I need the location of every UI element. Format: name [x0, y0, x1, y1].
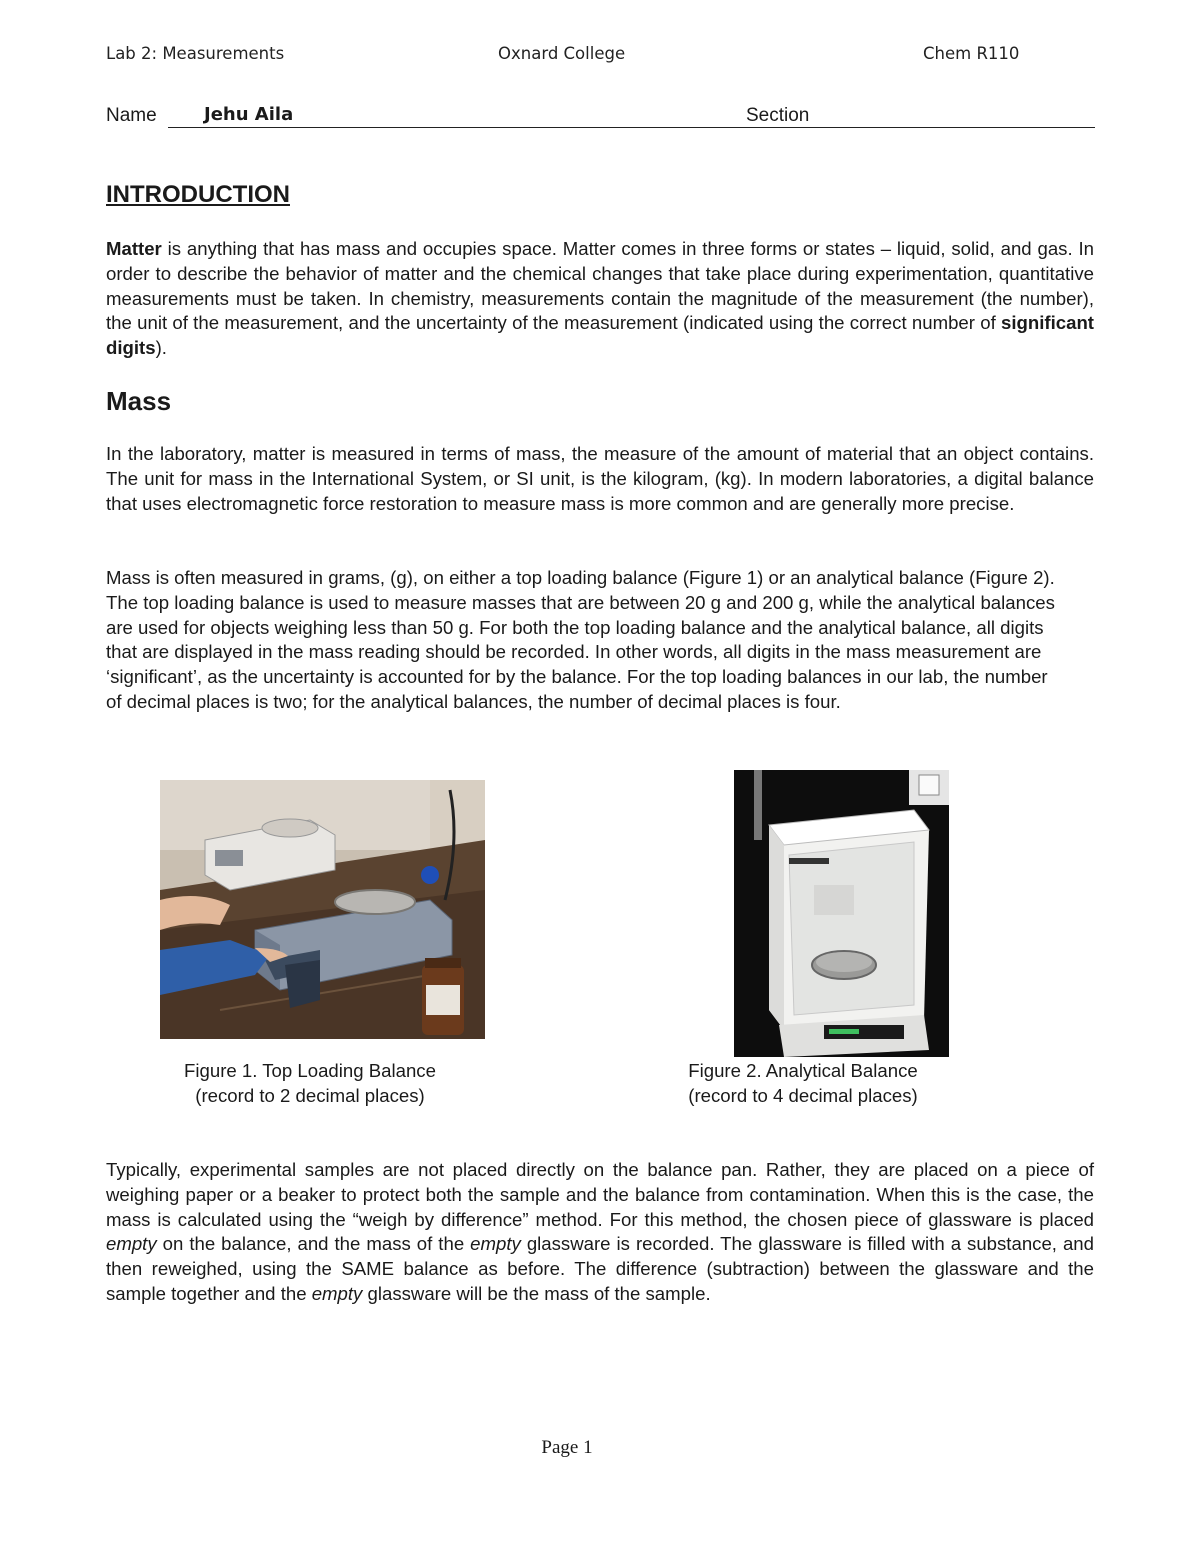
p4-text-b: on the balance, and the mass of the: [156, 1233, 471, 1255]
top-loading-balance-illustration: [160, 780, 485, 1039]
p4-empty-3: empty: [311, 1282, 363, 1304]
header-course: Chem R110: [923, 44, 1020, 63]
p4-empty-1: empty: [106, 1233, 157, 1255]
matter-term: Matter: [106, 238, 162, 259]
figure-2-caption-title: Figure 2. Analytical Balance: [688, 1060, 918, 1081]
introduction-heading: INTRODUCTION: [106, 181, 290, 208]
mass-heading: Mass: [106, 386, 172, 416]
weigh-by-difference-paragraph: [106, 1158, 1094, 1307]
intro-text: is anything that has mass and occupies space. Matter comes in three forms or states – liquid, solid, and gas. In order to describe the behavior of matter and the chemical changes that take place during experimentation, quantitative measurements must be taken. In chemistry, measurements contain the magnitude of the measurement (the number), the unit of the measurement, and the uncertainty of the measurement (indicated using the correct number of: [106, 238, 1094, 334]
figure-1-caption-title: Figure 1. Top Loading Balance: [184, 1060, 436, 1081]
section-label: Section: [746, 105, 810, 126]
name-section-line: [106, 105, 1094, 133]
p4-text-c: glassware is recorded. The glassware is filled with a substance, and then reweighed, using the SAME balance as before. The difference (subtraction) between the glassware and the sample together and the: [106, 1233, 1094, 1304]
figure-2-analytical-balance-photo: [734, 770, 949, 1057]
mass-paragraph-2: Mass is often measured in grams, (g), on either a top loading balance (Figure 1) or an analytical balance (Figure 2). The top loading balance is used to measure masses that are between 20 g and 200 g, while the analytical balances are used for objects weighing less than 50 g. For both the top loading balance and the analytical balance, all digits that are displayed in the mass reading should be recorded. In other words, all digits in the mass measurement are ‘significant’, as the uncertainty is accounted for by the balance. For the top loading balances in our lab, the number of decimal places is two; for the analytical balances, the number of decimal places is four.: [106, 567, 1055, 712]
mass-paragraph-1: In the laboratory, matter is measured in terms of mass, the measure of the amount of material that an object contains. The unit for mass in the International System, or SI unit, is the kilogram, (kg). In modern laboratories, a digital balance that uses electromagnetic force restoration to measure mass is more common and are generally more precise.: [106, 443, 1094, 514]
figure-2-caption-note: (record to 4 decimal places): [688, 1084, 918, 1106]
significant-digits-term: significant digits: [106, 312, 1094, 359]
analytical-balance-illustration: [734, 770, 949, 1057]
intro-end: ).: [155, 337, 167, 359]
name-field[interactable]: Jehu Aila: [204, 104, 294, 125]
figure-1-top-loading-balance-photo: [160, 780, 485, 1039]
section-field[interactable]: [819, 127, 1095, 128]
p4-text-d: glassware will be the mass of the sample.: [362, 1282, 711, 1304]
figure-1-caption: [110, 1059, 510, 1109]
header-college: Oxnard College: [498, 44, 626, 63]
page-number: Page 1: [541, 1437, 593, 1458]
name-label: Name: [106, 105, 157, 126]
p4-empty-2: empty: [470, 1233, 521, 1255]
p4-text-a: Typically, experimental samples are not placed directly on the balance pan. Rather, they are placed on a piece of weighing paper or a beaker to protect both the sample and the balance from contamination. When this is the case, the mass is calculated using the “weigh by difference” method. For this method, the chosen piece of glassware is placed: [106, 1159, 1094, 1230]
figure-2-caption: [603, 1059, 1003, 1109]
figure-1-caption-note: (record to 2 decimal places): [195, 1084, 425, 1106]
intro-paragraph: [106, 237, 1094, 361]
header-lab-title: Lab 2: Measurements: [106, 44, 285, 63]
name-underline: [168, 127, 846, 128]
